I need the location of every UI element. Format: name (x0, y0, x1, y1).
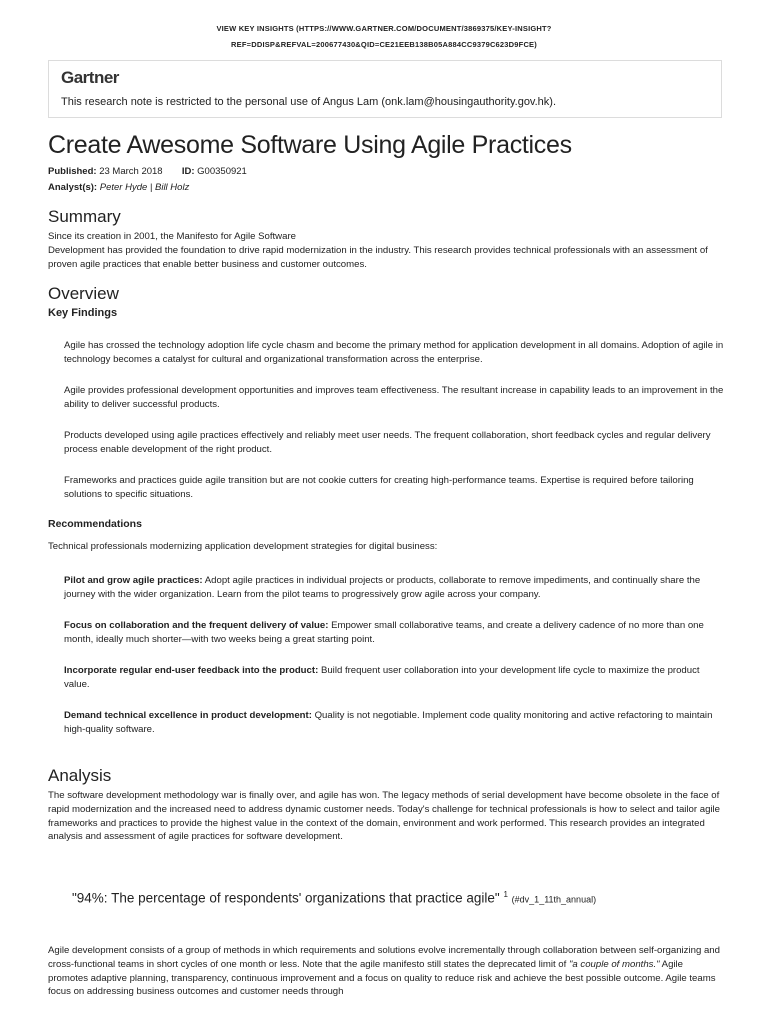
finding-2: Agile provides professional development opportunities and improves team effectiveness. The resultant increase in capability leads to an improvement in the ability to deliver successful products. (64, 385, 724, 410)
recommendation-1-text: Adopt agile practices in individual projects or products, collaborate to remove impediments, and continually share the journey with the wider organization. Learn from the pilot teams to progressively grow agile across your company. (64, 575, 701, 600)
published-label: Published: (48, 166, 97, 177)
analysis-paragraph-1: The software development methodology war is finally over, and agile has won. The legacy methods of serial development have become obsolete in the face of rapid modernization and the increased need to address dynamic customer needs. Today's challenge for technical professionals is how to select and tailor agile frameworks and practices to provide the highest value in the context of the domain, environment and work performed. This research provides an integrated analysis and assessment of agile practices for software development. (48, 790, 721, 843)
analysis-paragraph-2-part-b: Agile promotes adaptive planning, transparency, continuous improvement and a focus on quality to reduce risk and achieve the best possible outcome. Agile teams focus on addressing business outcomes and customer needs through (48, 958, 716, 998)
recommendation-3-text: Build frequent user collaboration into your development life cycle to maximize the product value. (64, 665, 700, 690)
analysis-paragraph-2 (48, 944, 723, 999)
recommendations-intro: Technical professionals modernizing application development strategies for digital business: (48, 541, 438, 552)
summary-body: Development has provided the foundation to drive rapid modernization in the industry. This research provides technical professionals with an assessment of proven agile practices that enable better business and customer outcomes. (48, 245, 708, 270)
pull-quote-text: "94%: The percentage of respondents' organizations that practice agile" (72, 890, 500, 906)
analysts-label: Analyst(s): (48, 182, 98, 193)
recommendation-4 (64, 709, 724, 737)
summary-line1: Since its creation in 2001, the Manifesto for Agile Software (48, 231, 296, 242)
key-findings-heading: Key Findings (48, 307, 118, 319)
analysis-paragraph-2-part-a: Agile development consists of a group of methods in which requirements and solutions evolve incrementally through collaboration between self-organizing and cross-functional teams in short cycles of one month or less. Note that the agile manifesto still states the deprecated limit of (48, 945, 720, 970)
recommendation-3 (64, 664, 724, 692)
footnote-reference-link[interactable]: (#dv_1_11th_annual) (511, 894, 597, 905)
analysis-paragraph-2-italic: "a couple of months." (568, 958, 660, 970)
analysts-meta (48, 182, 189, 193)
pull-quote (72, 890, 596, 906)
restriction-text: This research note is restricted to the personal use of Angus Lam (onk.lam@housingauthority.gov.hk). (61, 96, 557, 108)
recommendation-2 (64, 619, 724, 647)
page-title: Create Awesome Software Using Agile Practices (48, 131, 572, 159)
recommendation-4-text: Quality is not negotiable. Implement code quality monitoring and active refactoring to maintain high-quality software. (64, 710, 713, 735)
recommendations-heading: Recommendations (48, 518, 142, 530)
finding-1: Agile has crossed the technology adoption life cycle chasm and become the primary method for application development in all domains. Adoption of agile in technology becomes a catalyst for cultural and organizational transformation across the enterprise. (64, 340, 724, 365)
recommendation-2-title: Focus on collaboration and the frequent delivery of value: (64, 620, 329, 631)
analysts-names[interactable]: Peter Hyde | Bill Holz (99, 182, 190, 193)
recommendation-2-text: Empower small collaborative teams, and create a delivery cadence of no more than one month, ideally much shorter—with two weeks being a great starting point. (64, 620, 704, 645)
recommendation-3-title: Incorporate regular end-user feedback into the product: (64, 665, 319, 676)
finding-4: Frameworks and practices guide agile transition but are not cookie cutters for creating high-performance teams. Expertise is required before tailoring solutions to specific situations. (64, 475, 694, 500)
recommendation-1 (64, 574, 724, 602)
document-id: G00350921 (197, 166, 247, 177)
restriction-notice (48, 60, 722, 118)
recommendation-4-title: Demand technical excellence in product development: (64, 710, 312, 721)
overview-heading: Overview (48, 284, 119, 303)
key-insights-link-line1[interactable]: VIEW KEY INSIGHTS (HTTPS://WWW.GARTNER.COM/DOCUMENT/3869375/KEY-INSIGHT? (216, 24, 552, 33)
summary-heading: Summary (48, 207, 121, 226)
key-insights-link-line2[interactable]: REF=DDISP&REFVAL=200677430&QID=CE21EEB138B05A884CC9379C623D9FCE) (231, 40, 537, 49)
gartner-logo: Gartner (61, 68, 119, 87)
publication-meta (48, 166, 247, 177)
finding-3: Products developed using agile practices effectively and reliably meet user needs. The frequent collaboration, short feedback cycles and regular delivery process enable development of the right product. (64, 430, 711, 455)
footnote-marker[interactable]: 1 (503, 890, 508, 899)
published-date: 23 March 2018 (99, 166, 163, 177)
analysis-heading: Analysis (48, 766, 112, 785)
id-label: ID: (181, 166, 195, 177)
recommendation-1-title: Pilot and grow agile practices: (64, 575, 203, 586)
